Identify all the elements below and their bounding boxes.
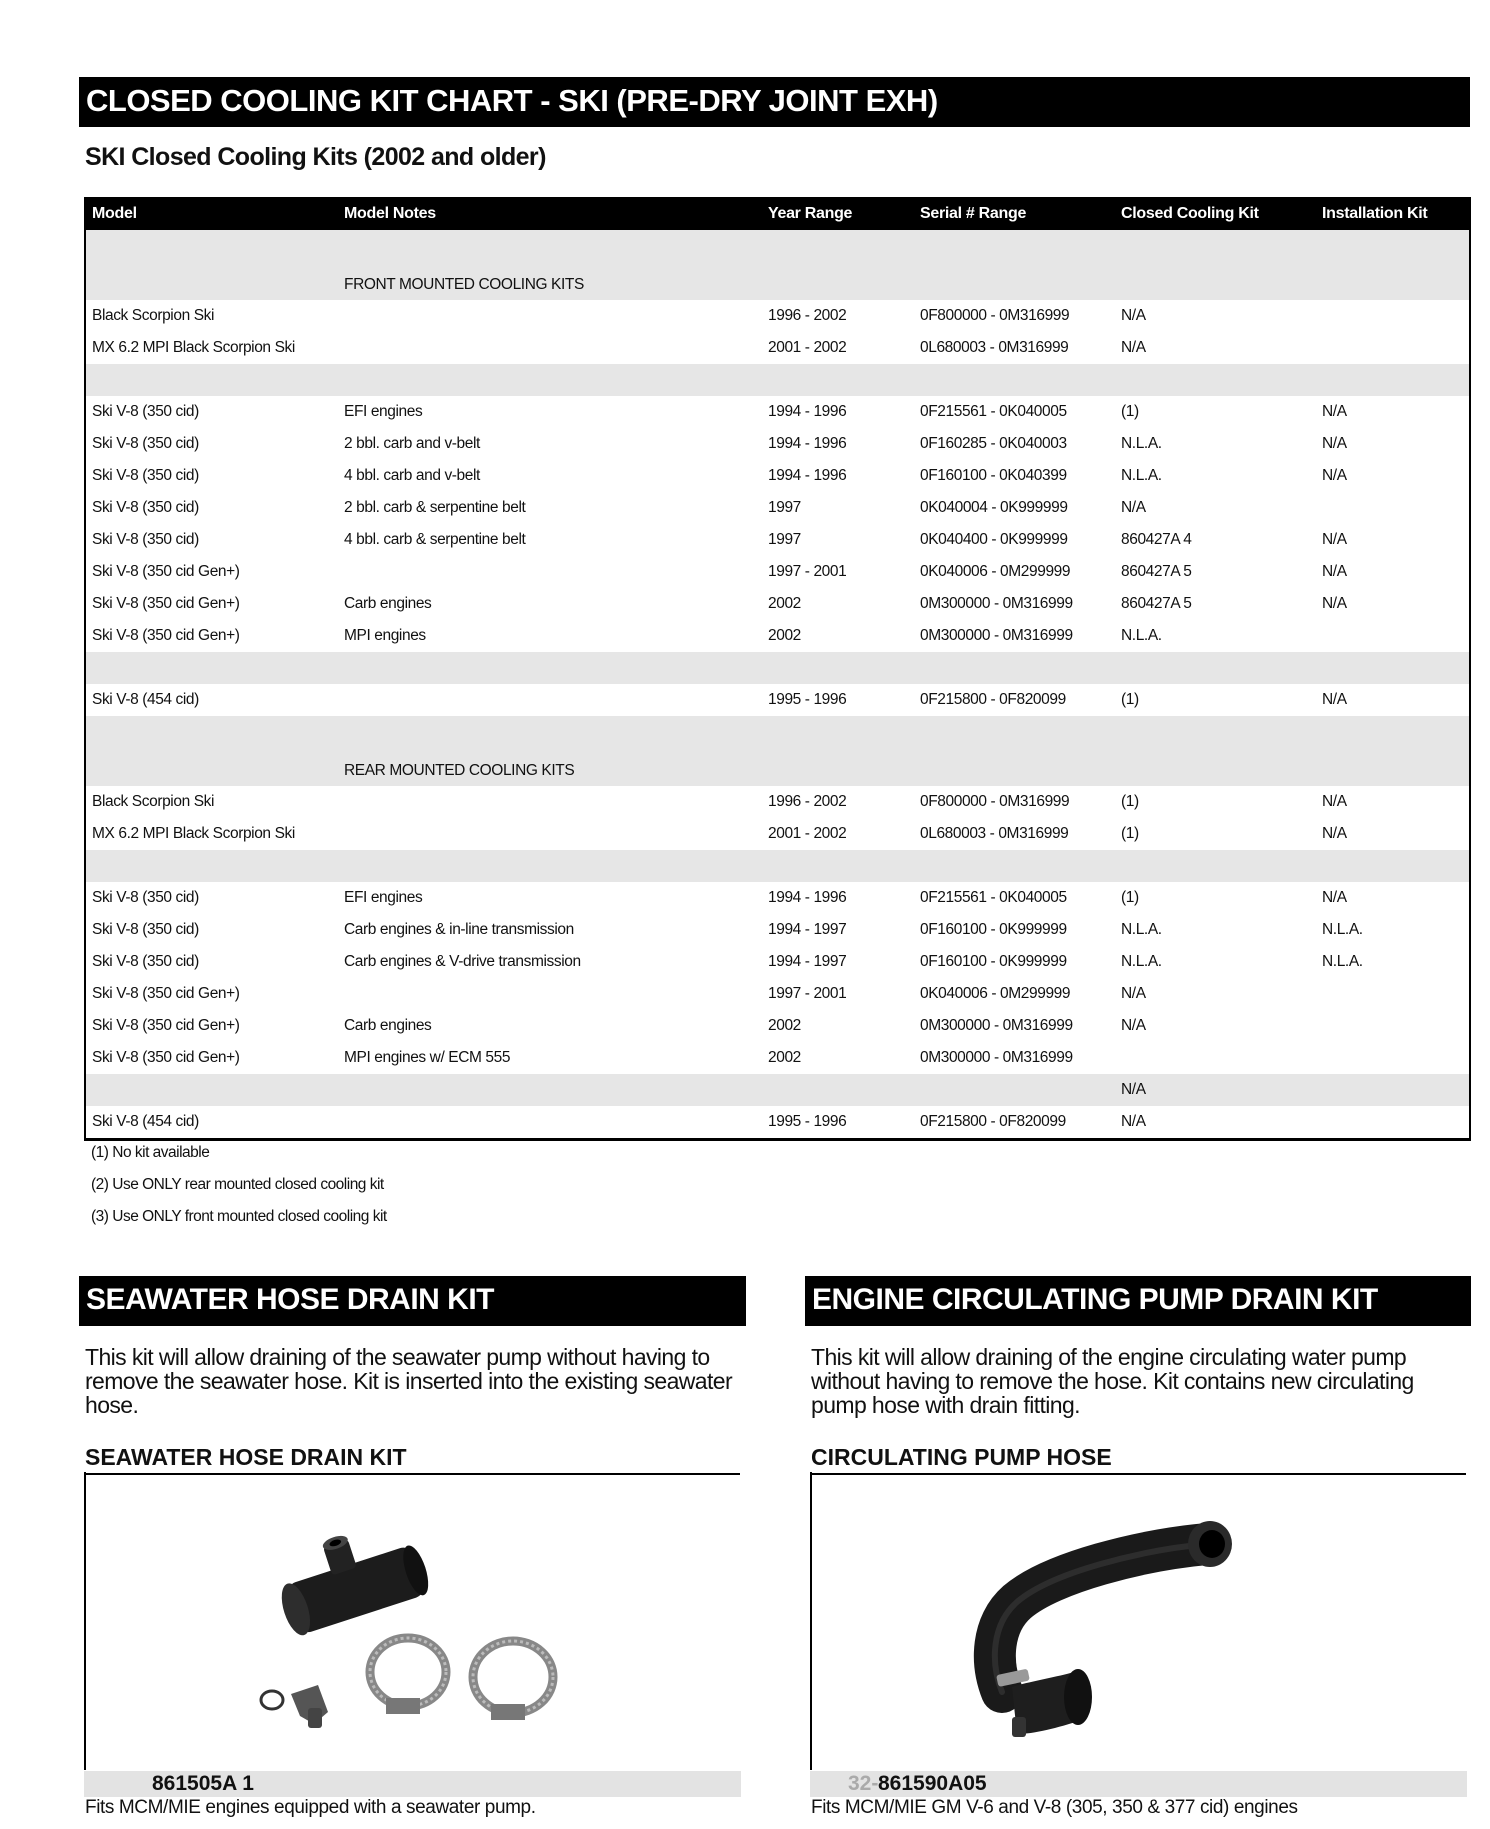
table-cell (86, 1074, 338, 1106)
table-cell: 2002 (768, 595, 801, 612)
table-cell: Carb engines & V-drive transmission (344, 953, 581, 970)
table-cell (1115, 716, 1316, 786)
table-cell (762, 652, 914, 684)
table-cell: N.L.A. (1121, 467, 1162, 484)
table-cell (338, 818, 762, 850)
table-cell: 860427A 4 (1121, 531, 1192, 548)
table-row (86, 1074, 1469, 1106)
table-row (86, 786, 1469, 818)
table-row (86, 230, 1469, 300)
table-cell (338, 786, 762, 818)
footnote: (2) Use ONLY rear mounted closed cooling kit (91, 1176, 384, 1193)
table-row (86, 300, 1469, 332)
table-cell: 0F215561 - 0K040005 (920, 403, 1067, 420)
table-cell: 0K040006 - 0M299999 (920, 563, 1071, 580)
table-cell: 0F215800 - 0F820099 (920, 691, 1066, 708)
table-cell: N/A (1322, 467, 1347, 484)
table-cell: 0K040006 - 0M299999 (920, 985, 1071, 1002)
table-cell: Ski V-8 (350 cid Gen+) (92, 627, 240, 644)
table-cell: 0F800000 - 0M316999 (920, 307, 1070, 324)
table-cell (86, 652, 338, 684)
table-cell: (1) (1121, 691, 1139, 708)
footnotes (91, 1137, 387, 1233)
column-header: Serial # Range (920, 204, 1027, 222)
table-cell: N.L.A. (1121, 627, 1162, 644)
table-cell (762, 230, 914, 300)
table-body (86, 230, 1469, 1138)
table-cell (338, 652, 762, 684)
table-cell: 0L680003 - 0M316999 (920, 825, 1069, 842)
table-cell: 2001 - 2002 (768, 825, 847, 842)
table-cell: 2002 (768, 627, 801, 644)
table-cell (1316, 332, 1469, 364)
table-cell: 0F800000 - 0M316999 (920, 793, 1070, 810)
table-cell: N.L.A. (1121, 435, 1162, 452)
table-cell: 1997 - 2001 (768, 563, 847, 580)
table-cell: 0F215800 - 0F820099 (920, 1113, 1066, 1130)
table-cell: Ski V-8 (350 cid Gen+) (92, 985, 240, 1002)
table-cell (338, 556, 762, 588)
table-cell (914, 652, 1115, 684)
table-row (86, 620, 1469, 652)
table-cell (1316, 850, 1469, 882)
pump-section-bar (805, 1276, 1471, 1326)
table-cell: MX 6.2 MPI Black Scorpion Ski (92, 339, 295, 356)
table-cell: FRONT MOUNTED COOLING KITS (338, 230, 762, 300)
table-row (86, 1106, 1469, 1138)
table-cell (338, 364, 762, 396)
pump-part-prefix: 32- (848, 1772, 879, 1795)
table-cell: 0F215561 - 0K040005 (920, 889, 1067, 906)
table-cell: N/A (1121, 1017, 1146, 1034)
table-cell: N/A (1121, 1113, 1146, 1130)
table-cell: 1995 - 1996 (768, 691, 847, 708)
table-cell: Ski V-8 (350 cid) (92, 435, 199, 452)
table-cell (1316, 364, 1469, 396)
pump-description: This kit will allow draining of the engine circulating water pump without having to remove the hose. Kit contains new circulating pump hose with drain fitting. (811, 1344, 1414, 1418)
table-cell (86, 364, 338, 396)
table-cell (1115, 850, 1316, 882)
footnote: (1) No kit available (91, 1144, 210, 1161)
table-cell: Ski V-8 (350 cid) (92, 953, 199, 970)
table-cell: 1996 - 2002 (768, 793, 847, 810)
table-cell: Ski V-8 (350 cid) (92, 499, 199, 516)
table-cell (86, 716, 338, 786)
table-cell: Carb engines (344, 1017, 432, 1034)
table-cell: N/A (1121, 985, 1146, 1002)
table-cell: Ski V-8 (350 cid Gen+) (92, 1049, 240, 1066)
table-cell: 860427A 5 (1121, 595, 1192, 612)
pump-subheading: CIRCULATING PUMP HOSE (811, 1444, 1466, 1475)
table-cell (338, 1106, 762, 1138)
seawater-fitment: Fits MCM/MIE engines equipped with a seawater pump. (85, 1797, 536, 1818)
table-cell: Ski V-8 (454 cid) (92, 691, 199, 708)
table-row (86, 684, 1469, 716)
table-row (86, 492, 1469, 524)
table-cell (762, 716, 914, 786)
table-cell: 1997 - 2001 (768, 985, 847, 1002)
table-cell: Black Scorpion Ski (92, 307, 215, 324)
table-cell: N/A (1322, 531, 1347, 548)
table-cell: 0K040004 - 0K999999 (920, 499, 1068, 516)
table-cell: 0K040400 - 0K999999 (920, 531, 1068, 548)
table-cell (338, 300, 762, 332)
table-cell (1316, 300, 1469, 332)
table-cell: 2 bbl. carb and v-belt (344, 435, 480, 452)
table-cell: 1994 - 1996 (768, 889, 847, 906)
table-row (86, 850, 1469, 882)
seawater-part-number-bar (84, 1771, 741, 1797)
table-row (86, 460, 1469, 492)
table-cell: 0M300000 - 0M316999 (920, 1049, 1073, 1066)
table-cell: 860427A 5 (1121, 563, 1192, 580)
pump-part-number-bar (810, 1771, 1467, 1797)
table-row (86, 978, 1469, 1010)
seawater-kit-illustration (86, 1472, 742, 1770)
table-cell: N/A (1322, 435, 1347, 452)
table-cell: 0M300000 - 0M316999 (920, 1017, 1073, 1034)
table-cell: 1997 (768, 531, 801, 548)
table-row (86, 1010, 1469, 1042)
table-cell: REAR MOUNTED COOLING KITS (338, 716, 762, 786)
pump-part-number: 861590A05 (878, 1772, 987, 1795)
table-cell: 1997 (768, 499, 801, 516)
table-cell: 0L680003 - 0M316999 (920, 339, 1069, 356)
table-cell: Ski V-8 (350 cid) (92, 921, 199, 938)
table-cell (914, 716, 1115, 786)
table-cell: MX 6.2 MPI Black Scorpion Ski (92, 825, 295, 842)
table-cell: N/A (1322, 825, 1347, 842)
table-cell (338, 1074, 762, 1106)
table-cell (762, 850, 914, 882)
table-row (86, 588, 1469, 620)
table-cell (762, 364, 914, 396)
table-cell: 0F160100 - 0K040399 (920, 467, 1067, 484)
table-cell (86, 850, 338, 882)
table-cell: N.L.A. (1322, 921, 1363, 938)
column-header: Model (92, 204, 137, 222)
column-header: Closed Cooling Kit (1121, 204, 1259, 222)
seawater-part-number: 861505A 1 (152, 1772, 254, 1795)
table-cell: EFI engines (344, 889, 423, 906)
table-cell: N.L.A. (1322, 953, 1363, 970)
table-row (86, 818, 1469, 850)
table-cell: N/A (1121, 339, 1146, 356)
table-row (86, 428, 1469, 460)
table-cell (338, 332, 762, 364)
table-cell (1316, 1074, 1469, 1106)
table-cell: 2 bbl. carb & serpentine belt (344, 499, 526, 516)
table-cell: 1995 - 1996 (768, 1113, 847, 1130)
column-header: Model Notes (344, 204, 436, 222)
page-title-bar (79, 77, 1470, 127)
table-cell (1316, 230, 1469, 300)
table-row (86, 716, 1469, 786)
footnote: (3) Use ONLY front mounted closed cooling kit (91, 1208, 387, 1225)
page-title: CLOSED COOLING KIT CHART - SKI (PRE-DRY JOINT EXH) (86, 83, 938, 118)
seawater-kit-photo (84, 1472, 742, 1770)
table-cell (1316, 716, 1469, 786)
table-cell: 2001 - 2002 (768, 339, 847, 356)
table-cell: N/A (1322, 889, 1347, 906)
table-cell: Black Scorpion Ski (92, 793, 215, 810)
table-cell: N/A (1121, 307, 1146, 324)
cooling-kit-table (84, 197, 1471, 1141)
table-cell (338, 978, 762, 1010)
table-cell: MPI engines w/ ECM 555 (344, 1049, 511, 1066)
table-row (86, 524, 1469, 556)
table-cell: Ski V-8 (350 cid) (92, 403, 199, 420)
table-cell: N/A (1322, 691, 1347, 708)
table-row (86, 914, 1469, 946)
table-cell: Ski V-8 (350 cid Gen+) (92, 563, 240, 580)
table-cell (86, 230, 338, 300)
table-cell: 4 bbl. carb and v-belt (344, 467, 480, 484)
table-cell: N/A (1322, 595, 1347, 612)
table-cell: 1994 - 1997 (768, 953, 847, 970)
table-cell (1316, 620, 1469, 652)
table-cell: (1) (1121, 403, 1139, 420)
table-cell: Ski V-8 (350 cid Gen+) (92, 1017, 240, 1034)
table-cell: 0F160100 - 0K999999 (920, 921, 1067, 938)
table-cell: 1994 - 1997 (768, 921, 847, 938)
table-cell: 0F160100 - 0K999999 (920, 953, 1067, 970)
pump-hose-illustration (812, 1472, 1468, 1770)
table-cell (1316, 1106, 1469, 1138)
pump-section-title: ENGINE CIRCULATING PUMP DRAIN KIT (812, 1283, 1378, 1316)
table-cell (1316, 1042, 1469, 1074)
table-cell: Ski V-8 (350 cid) (92, 531, 199, 548)
table-row (86, 652, 1469, 684)
table-cell (914, 364, 1115, 396)
table-cell: 1994 - 1996 (768, 403, 847, 420)
table-cell (914, 1074, 1115, 1106)
table-cell: (1) (1121, 889, 1139, 906)
table-cell: N/A (1121, 499, 1146, 516)
column-header: Installation Kit (1322, 204, 1428, 222)
table-cell: Ski V-8 (350 cid) (92, 889, 199, 906)
table-cell: MPI engines (344, 627, 426, 644)
table-header-row (86, 197, 1469, 230)
table-row (86, 332, 1469, 364)
table-cell (1316, 652, 1469, 684)
table-cell (1115, 1042, 1316, 1074)
section-subtitle: SKI Closed Cooling Kits (2002 and older) (85, 143, 546, 171)
table-cell (338, 684, 762, 716)
table-cell: N/A (1322, 793, 1347, 810)
table-cell (1115, 230, 1316, 300)
table-cell: 0M300000 - 0M316999 (920, 595, 1073, 612)
table-row (86, 1042, 1469, 1074)
seawater-description: This kit will allow draining of the seawater pump without having to remove the seawater hose. Kit is inserted into the existing seawater hose. (85, 1344, 732, 1418)
table-cell (1115, 364, 1316, 396)
table-cell (1316, 978, 1469, 1010)
table-cell: Ski V-8 (350 cid Gen+) (92, 595, 240, 612)
table-cell: N.L.A. (1121, 953, 1162, 970)
seawater-section-title: SEAWATER HOSE DRAIN KIT (86, 1283, 494, 1316)
column-header: Year Range (768, 204, 853, 222)
table-cell: N/A (1322, 563, 1347, 580)
table-cell (338, 850, 762, 882)
table-row (86, 364, 1469, 396)
table-cell: Carb engines (344, 595, 432, 612)
table-cell (1115, 652, 1316, 684)
table-cell: N/A (1115, 1074, 1316, 1106)
table-cell (914, 850, 1115, 882)
table-cell: 2002 (768, 1017, 801, 1034)
table-cell: 0M300000 - 0M316999 (920, 627, 1073, 644)
table-cell: Ski V-8 (454 cid) (92, 1113, 199, 1130)
table-cell (1316, 1010, 1469, 1042)
seawater-subheading: SEAWATER HOSE DRAIN KIT (85, 1444, 740, 1475)
table-row (86, 882, 1469, 914)
pump-hose-photo (810, 1472, 1468, 1770)
table-cell (914, 230, 1115, 300)
table-cell: EFI engines (344, 403, 423, 420)
table-cell: 2002 (768, 1049, 801, 1066)
table-row (86, 946, 1469, 978)
table-cell: Ski V-8 (350 cid) (92, 467, 199, 484)
table-row (86, 556, 1469, 588)
table-cell: N.L.A. (1121, 921, 1162, 938)
table-cell: Carb engines & in-line transmission (344, 921, 574, 938)
table-cell (1316, 492, 1469, 524)
table-cell: 0F160285 - 0K040003 (920, 435, 1067, 452)
seawater-section-bar (79, 1276, 746, 1326)
table-cell: (1) (1121, 825, 1139, 842)
table-cell: (1) (1121, 793, 1139, 810)
table-cell: 1996 - 2002 (768, 307, 847, 324)
table-row (86, 396, 1469, 428)
table-cell: 4 bbl. carb & serpentine belt (344, 531, 526, 548)
table-cell: 1994 - 1996 (768, 435, 847, 452)
table-cell (762, 1074, 914, 1106)
table-cell: 1994 - 1996 (768, 467, 847, 484)
table-cell: N/A (1322, 403, 1347, 420)
pump-fitment: Fits MCM/MIE GM V-6 and V-8 (305, 350 & 377 cid) engines (811, 1797, 1298, 1818)
